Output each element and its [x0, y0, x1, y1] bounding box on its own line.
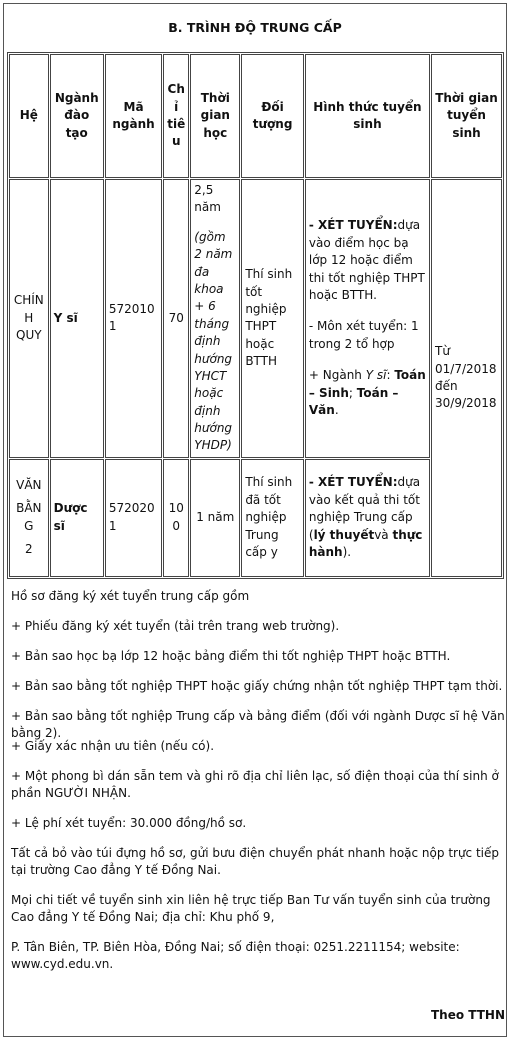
- header-thoi-gian-ts: Thời gian tuyển sinh: [431, 54, 502, 178]
- cell-doi-tuong: Thí sinh tốt nghiệp THPT hoặc BTTH: [241, 179, 304, 458]
- cell-hinh-thuc: [305, 459, 430, 577]
- contact-address: P. Tân Biên, TP. Biên Hòa, Đồng Nai; số điện thoại: 0251.2211154; website: www.cyd.edu.vn.: [11, 940, 460, 972]
- combo-1: Toán – Sinh: [308, 368, 426, 400]
- cell-chi-tieu: 70: [163, 179, 189, 458]
- method-text: dựa vào kết quả thi tốt nghiệp Trung cấp (: [308, 475, 421, 542]
- note-item: + Giấy xác nhận ưu tiên (nếu có).: [11, 739, 215, 753]
- combo-2: Toán – Văn: [308, 385, 399, 417]
- he-line: BẰNG: [16, 501, 42, 533]
- note-item: + Bản sao bằng tốt nghiệp Trung cấp và bảng điểm (đối với ngành Dược sĩ hệ Văn bằng 2).: [11, 709, 505, 741]
- duration-note: (gồm 2 năm đa khoa + 6 tháng định hướng YHCT hoặc định hướng YHDP): [194, 229, 233, 453]
- note-item: + Một phong bì dán sẵn tem và ghi rõ địa chỉ liên lạc, số điện thoại của thí sinh ở phần NGƯỜI NHẬN.: [11, 769, 499, 801]
- combo-end: .: [334, 402, 339, 417]
- combo-prefix: + Ngành: [308, 368, 366, 383]
- admission-table: [7, 52, 504, 579]
- method-text: dựa vào điểm học bạ lớp 12 hoặc điểm thi tốt nghiệp THPT hoặc BTTH.: [308, 218, 425, 303]
- note-item: + Bản sao học bạ lớp 12 hoặc bảng điểm thi tốt nghiệp THPT hoặc BTTH.: [11, 649, 451, 663]
- method-theory: lý thuyết: [313, 527, 375, 542]
- subjects-text: - Môn xét tuyển: 1 trong 2 tổ hợp: [308, 319, 419, 351]
- header-doi-tuong: Đối tượng: [241, 54, 304, 178]
- cell-he: [9, 459, 49, 577]
- content-frame: [3, 3, 507, 1037]
- source-credit: Theo TTHN: [430, 1008, 505, 1022]
- cell-he: CHÍNH QUY: [9, 179, 49, 458]
- combo-sep: ;: [348, 385, 357, 400]
- contact-paragraph: Mọi chi tiết về tuyển sinh xin liên hệ trực tiếp Ban Tư vấn tuyển sinh của trường Cao đẳng Y tế Đồng Nai; địa chỉ: Khu phố 9,: [11, 893, 491, 925]
- note-item: + Phiếu đăng ký xét tuyển (tải trên trang web trường).: [11, 619, 340, 633]
- header-hinh-thuc: Hình thức tuyển sinh: [305, 54, 430, 178]
- method-and: và: [374, 527, 393, 542]
- cell-hinh-thuc: [305, 179, 430, 458]
- header-he: Hệ: [9, 54, 49, 178]
- note-item: + Lệ phí xét tuyển: 30.000 đồng/hồ sơ.: [11, 816, 247, 830]
- header-thoi-gian-hoc: Thời gian học: [190, 54, 240, 178]
- duration: 2,5 năm: [194, 183, 221, 215]
- header-ma-nganh: Mã ngành: [105, 54, 162, 178]
- method-end: ).: [342, 544, 352, 559]
- table-row: [9, 459, 502, 577]
- note-item: + Bản sao bằng tốt nghiệp THPT hoặc giấy chứng nhận tốt nghiệp THPT tạm thời.: [11, 679, 503, 693]
- cell-thoi-gian-hoc: 1 năm: [190, 459, 240, 577]
- cell-ma-nganh: 5720201: [105, 459, 162, 577]
- table-header-row: [9, 54, 502, 178]
- combo-major: Y sĩ: [365, 368, 387, 383]
- header-chi-tieu: Chỉ tiêu: [163, 54, 189, 178]
- cell-thoi-gian-ts: Từ 01/7/2018 đến 30/9/2018: [431, 179, 502, 577]
- header-nganh: Ngành đào tạo: [50, 54, 104, 178]
- he-line: 2: [24, 542, 33, 557]
- cell-ma-nganh: 5720101: [105, 179, 162, 458]
- he-line: VĂN: [16, 478, 42, 493]
- table-row: [9, 179, 502, 458]
- combo-colon: :: [386, 368, 395, 383]
- cell-nganh: Dược sĩ: [50, 459, 104, 577]
- note-paragraph: Tất cả bỏ vào túi đựng hồ sơ, gửi bưu điện chuyển phát nhanh hoặc nộp trực tiếp tại trường Cao đẳng Y tế Đồng Nai.: [11, 846, 500, 878]
- cell-doi-tuong: Thí sinh đã tốt nghiệp Trung cấp y: [241, 459, 304, 577]
- method-label: - XÉT TUYỂN:: [308, 218, 398, 233]
- method-label: - XÉT TUYỂN:: [308, 475, 398, 490]
- cell-nganh: Y sĩ: [50, 179, 104, 458]
- cell-chi-tieu: 100: [163, 459, 189, 577]
- cell-thoi-gian-hoc: [190, 179, 240, 458]
- method-practice: thực hành: [308, 527, 423, 559]
- note-heading: Hồ sơ đăng ký xét tuyển trung cấp gồm: [11, 589, 250, 603]
- section-title: B. TRÌNH ĐỘ TRUNG CẤP: [168, 19, 342, 35]
